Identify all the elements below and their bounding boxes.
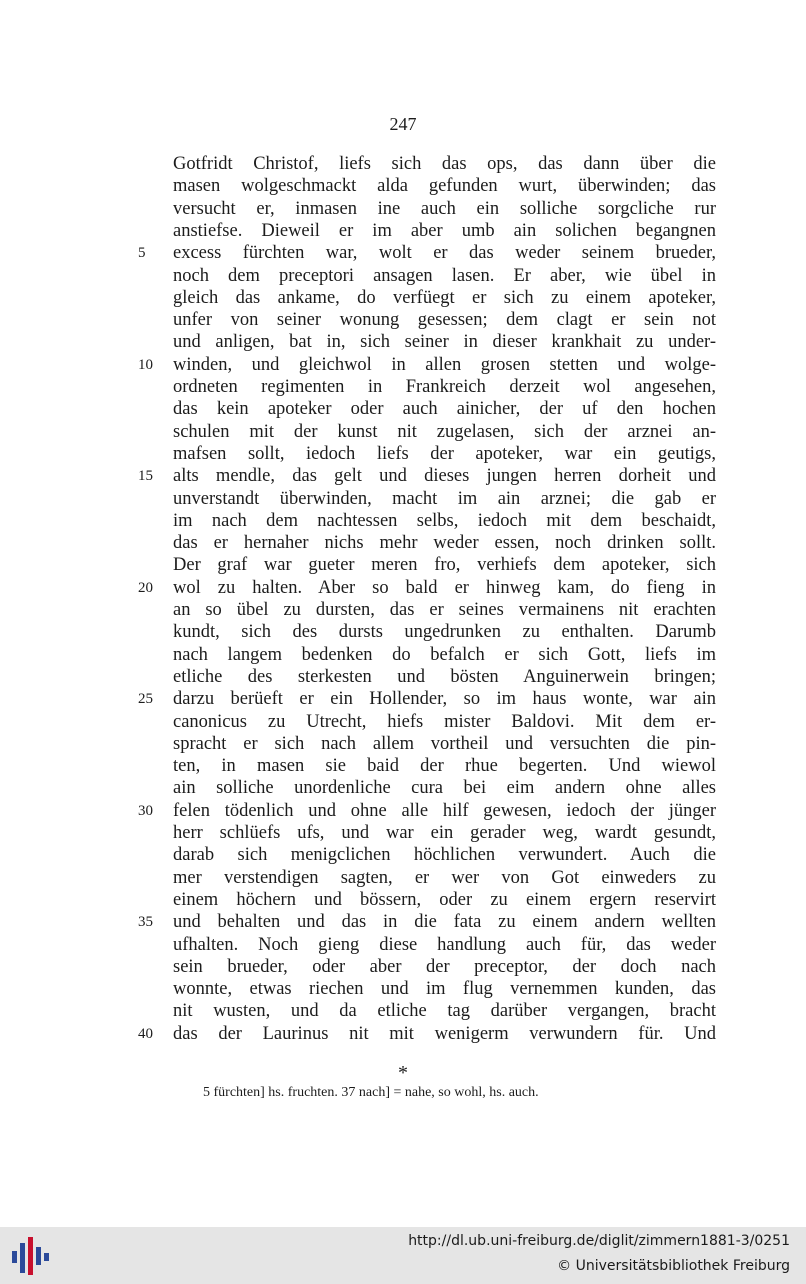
text-line: spracht er sich nach allem vortheil und versuchten die pin- [173, 734, 716, 754]
text-line: mafsen sollt, iedoch liefs der apoteker, war ein geutigs, [173, 444, 716, 464]
text-line: unverstandt überwinden, macht im ain arznei; die gab er [173, 489, 716, 509]
line-number: 15 [138, 468, 153, 484]
line-number: 40 [138, 1026, 153, 1042]
text-line: masen wolgeschmackt alda gefunden wurt, überwinden; das [173, 176, 716, 196]
text-line: unfer von seiner wonung gesessen; dem clagt er sein not [173, 310, 716, 330]
text-line: ordneten regimenten in Frankreich derzeit wol angesehen, [173, 377, 716, 397]
text-line: kundt, sich des dursts ungedrunken zu enthalten. Darumb [173, 622, 716, 642]
text-line: das kein apoteker oder auch ainicher, der uf den hochen [173, 399, 716, 419]
page-number: 247 [389, 114, 417, 134]
text-line: im nach dem nachtessen selbs, iedoch mit dem beschaidt, [173, 511, 716, 531]
line-number: 30 [138, 803, 153, 819]
text-line: herr schlüefs ufs, und war ein gerader weg, wardt gesundt, [173, 823, 716, 843]
text-line: ain solliche unordenliche cura bei eim andern ohne alles [173, 778, 716, 798]
text-line: und behalten und das in die fata zu einem andern wellten [173, 912, 716, 932]
line-number: 35 [138, 914, 153, 930]
text-line: winden, und gleichwol in allen grosen stetten und wolge- [173, 355, 716, 375]
text-line: canonicus zu Utrecht, hiefs mister Baldovi. Mit dem er- [173, 712, 716, 732]
text-line: ten, in masen sie baid der rhue begerten. Und wiewol [173, 756, 716, 776]
text-line: versucht er, inmasen ine auch ein solliche sorgcliche rur [173, 199, 716, 219]
text-line: an so übel zu dursten, das er seines vermainens nit erachten [173, 600, 716, 620]
text-line: mer verstendigen sagten, er wer von Got einweders zu [173, 868, 716, 888]
line-number: 5 [138, 245, 146, 261]
text-line: nit wusten, und da etliche tag darüber vergangen, bracht [173, 1001, 716, 1021]
text-line: anstiefse. Dieweil er im aber umb ain solichen begangnen [173, 221, 716, 241]
copyright-notice: © Universitätsbibliothek Freiburg [557, 1258, 790, 1274]
text-line: etliche des sterkesten und bösten Anguinerwein bringen; [173, 667, 716, 687]
text-line: alts mendle, das gelt und dieses jungen herren dorheit und [173, 466, 716, 486]
text-line: noch dem preceptori ansagen lasen. Er aber, wie übel in [173, 266, 716, 286]
section-ornament: * [398, 1062, 408, 1084]
line-number: 25 [138, 691, 153, 707]
text-line: sein brueder, oder aber der preceptor, der doch nach [173, 957, 716, 977]
permalink-url[interactable]: http://dl.ub.uni-freiburg.de/diglit/zimmern1881-3/0251 [408, 1233, 790, 1249]
text-line: einem höchern und bössern, oder zu einem ergern reservirt [173, 890, 716, 910]
line-number: 10 [138, 357, 153, 373]
text-line: felen tödenlich und ohne alle hilf gewesen, iedoch der jünger [173, 801, 716, 821]
text-line: das der Laurinus nit mit wenigerm verwundern für. Und [173, 1024, 716, 1044]
text-line: excess fürchten war, wolt er das weder seinem brueder, [173, 243, 716, 263]
text-line: darab sich menigclichen höchlichen verwundert. Auch die [173, 845, 716, 865]
text-line: schulen mit der kunst nit zugelasen, sich der arznei an- [173, 422, 716, 442]
library-logo-icon [12, 1237, 52, 1275]
text-line: und anligen, bat in, sich seiner in dieser krankhait zu under- [173, 332, 716, 352]
footnote: 5 fürchten] hs. fruchten. 37 nach] = nahe, so wohl, hs. auch. [203, 1085, 539, 1100]
text-line: darzu berüeft er ein Hollender, so im haus wonte, war ain [173, 689, 716, 709]
text-line: wonnte, etwas riechen und im flug vernemmen kunden, das [173, 979, 716, 999]
line-number: 20 [138, 580, 153, 596]
text-line: ufhalten. Noch gieng diese handlung auch für, das weder [173, 935, 716, 955]
text-line: Gotfridt Christof, liefs sich das ops, das dann über die [173, 154, 716, 174]
text-line: Der graf war gueter meren fro, verhiefs dem apoteker, sich [173, 555, 716, 575]
viewer-footer-bar [0, 1227, 806, 1284]
text-line: das er hernaher nichs mehr weder essen, noch drinken sollt. [173, 533, 716, 553]
text-line: wol zu halten. Aber so bald er hinweg kam, do fieng in [173, 578, 716, 598]
text-line: nach langem bedenken do befalch er sich Gott, liefs im [173, 645, 716, 665]
text-line: gleich das ankame, do verfüegt er sich zu einem apoteker, [173, 288, 716, 308]
